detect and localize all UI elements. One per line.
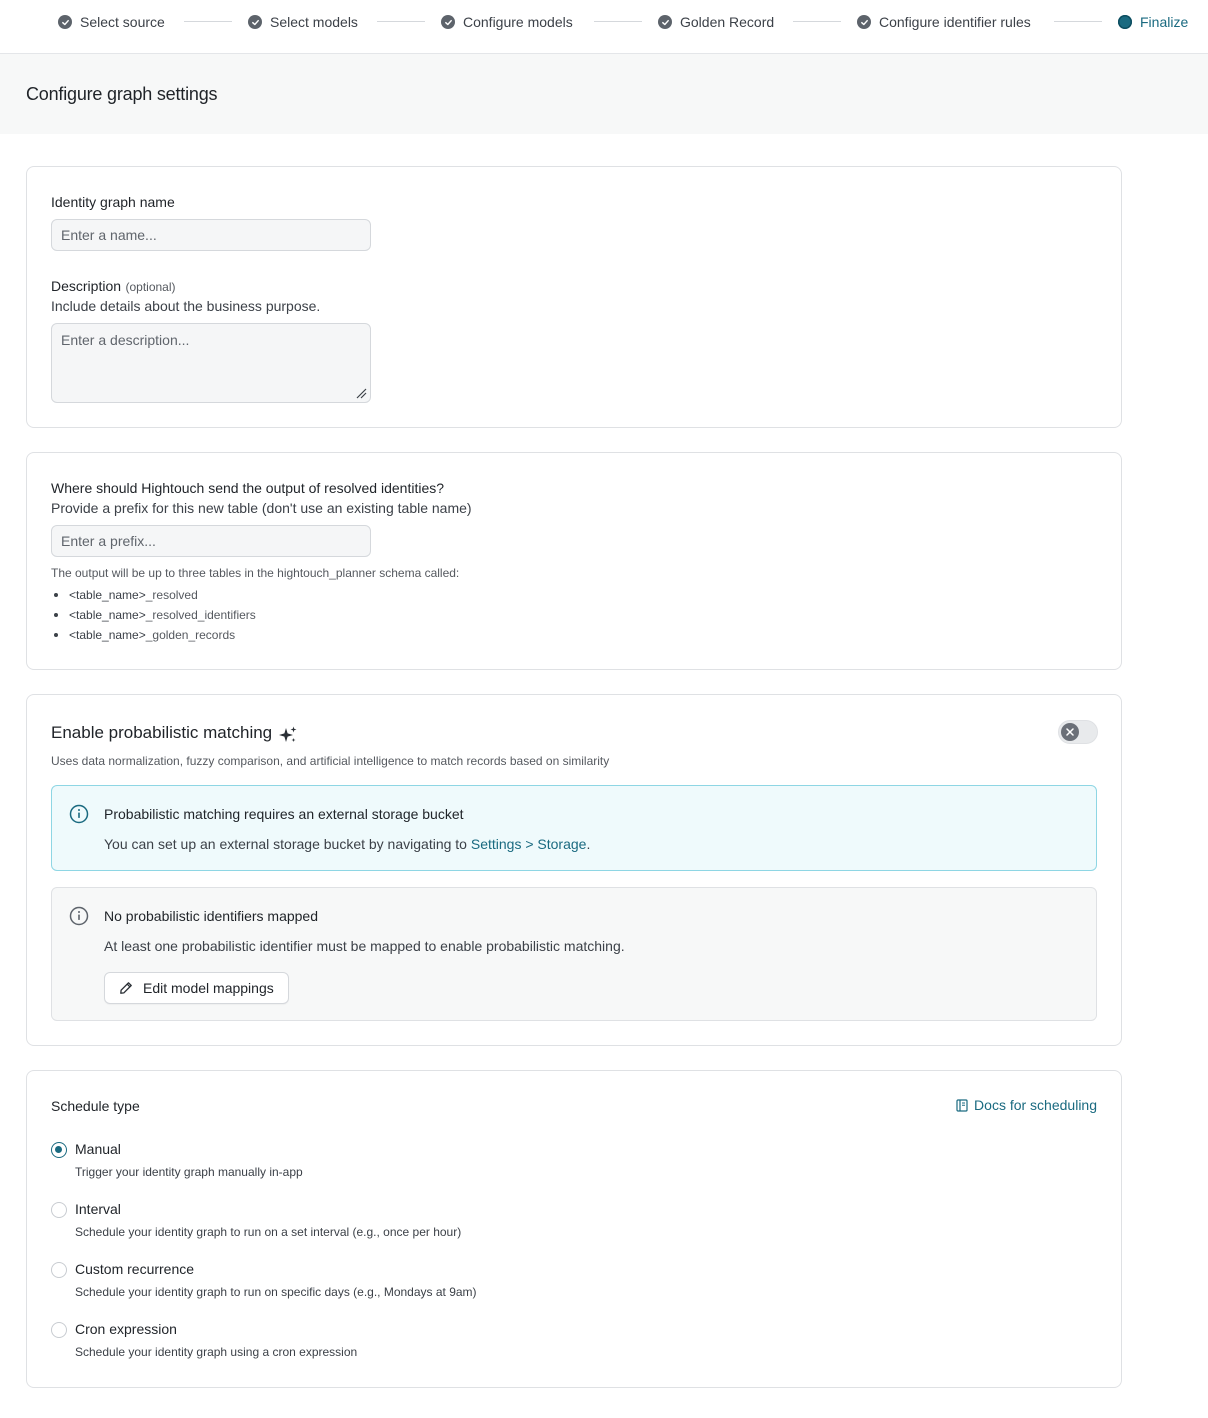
description-textarea[interactable] — [51, 323, 371, 403]
radio-label: Custom recurrence — [75, 1261, 195, 1277]
radio-custom-recurrence[interactable] — [51, 1262, 67, 1278]
page-header — [0, 54, 1208, 134]
description-help-text: Include details about the business purpose. — [51, 298, 321, 314]
probabilistic-title: Enable probabilistic matching — [51, 723, 273, 742]
step-configure-models[interactable] — [441, 12, 573, 32]
step-connector — [594, 21, 642, 22]
radio-manual[interactable] — [51, 1142, 67, 1158]
radio-label: Interval — [75, 1201, 121, 1217]
page-title: Configure graph settings — [26, 84, 218, 104]
wizard-stepper — [0, 0, 1208, 54]
close-icon — [1066, 728, 1074, 736]
list-item: <table_name>_resolved_identifiers — [51, 605, 256, 625]
button-label: Edit model mappings — [143, 980, 274, 996]
probabilistic-matching-toggle[interactable] — [1058, 720, 1098, 744]
step-label: Finalize — [1140, 14, 1189, 30]
step-configure-identifier-rules[interactable] — [857, 12, 1031, 32]
callout-title: Probabilistic matching requires an external storage bucket — [104, 806, 464, 822]
radio-label: Manual — [75, 1141, 121, 1157]
output-note: The output will be up to three tables in the hightouch_planner schema called: — [51, 566, 460, 580]
docs-for-scheduling-link[interactable] — [956, 1097, 1097, 1113]
info-icon — [69, 804, 89, 824]
step-label: Select source — [80, 14, 165, 30]
graph-name-input[interactable] — [51, 219, 371, 251]
graph-name-card — [26, 166, 1122, 428]
current-step-dot-icon — [1118, 15, 1132, 29]
step-label: Configure models — [463, 14, 573, 30]
pencil-icon — [119, 981, 133, 995]
schedule-card — [26, 1070, 1122, 1388]
check-circle-icon — [441, 15, 455, 29]
radio-description: Schedule your identity graph using a cron expression — [75, 1345, 358, 1359]
book-icon — [956, 1099, 968, 1112]
callout-text: You can set up an external storage bucket by navigating to Settings > Storage. — [104, 836, 591, 852]
description-label-row — [51, 278, 176, 296]
step-connector — [184, 21, 232, 22]
step-connector — [377, 21, 425, 22]
check-circle-icon — [58, 15, 72, 29]
step-finalize[interactable] — [1118, 12, 1188, 32]
radio-cron-expression[interactable] — [51, 1322, 67, 1338]
settings-storage-link[interactable]: Settings > Storage — [470, 836, 587, 852]
step-connector — [793, 21, 841, 22]
check-circle-icon — [658, 15, 672, 29]
callout-text: At least one probabilistic identifier must be mapped to enable probabilistic matching. — [104, 938, 625, 954]
radio-interval[interactable] — [51, 1202, 67, 1218]
check-circle-icon — [857, 15, 871, 29]
info-icon — [69, 906, 89, 926]
probabilistic-title-row — [51, 721, 298, 745]
radio-description: Schedule your identity graph to run on specific days (e.g., Mondays at 9am) — [75, 1285, 477, 1299]
optional-tag: (optional) — [125, 280, 176, 294]
list-item: <table_name>_resolved — [51, 585, 256, 605]
step-label: Golden Record — [680, 14, 775, 30]
step-golden-record[interactable] — [658, 12, 774, 32]
output-card — [26, 452, 1122, 670]
edit-model-mappings-button[interactable] — [104, 972, 289, 1004]
toggle-knob — [1061, 723, 1079, 741]
output-question: Where should Hightouch send the output of resolved identities? — [51, 480, 445, 496]
step-select-source[interactable] — [58, 12, 165, 32]
check-circle-icon — [248, 15, 262, 29]
storage-required-callout — [51, 785, 1097, 871]
callout-title: No probabilistic identifiers mapped — [104, 908, 318, 924]
step-label: Configure identifier rules — [879, 14, 1031, 30]
radio-label: Cron expression — [75, 1321, 177, 1337]
schedule-type-title: Schedule type — [51, 1098, 140, 1114]
output-table-list — [51, 585, 256, 645]
probabilistic-description: Uses data normalization, fuzzy comparison, and artificial intelligence to match records based on similarity — [51, 754, 610, 768]
docs-link-label: Docs for scheduling — [974, 1097, 1097, 1113]
step-connector — [1054, 21, 1102, 22]
step-label: Select models — [270, 14, 358, 30]
sparkles-icon — [278, 725, 298, 745]
probabilistic-matching-card — [26, 694, 1122, 1046]
step-select-models[interactable] — [248, 12, 358, 32]
list-item: <table_name>_golden_records — [51, 625, 256, 645]
resize-grip-icon[interactable] — [355, 387, 367, 399]
radio-description: Schedule your identity graph to run on a set interval (e.g., once per hour) — [75, 1225, 462, 1239]
output-help-text: Provide a prefix for this new table (don't use an existing table name) — [51, 500, 472, 516]
table-prefix-input[interactable] — [51, 525, 371, 557]
no-identifiers-callout — [51, 887, 1097, 1021]
description-label: Description — [51, 278, 122, 294]
radio-description: Trigger your identity graph manually in-app — [75, 1165, 303, 1179]
graph-name-label: Identity graph name — [51, 194, 175, 210]
